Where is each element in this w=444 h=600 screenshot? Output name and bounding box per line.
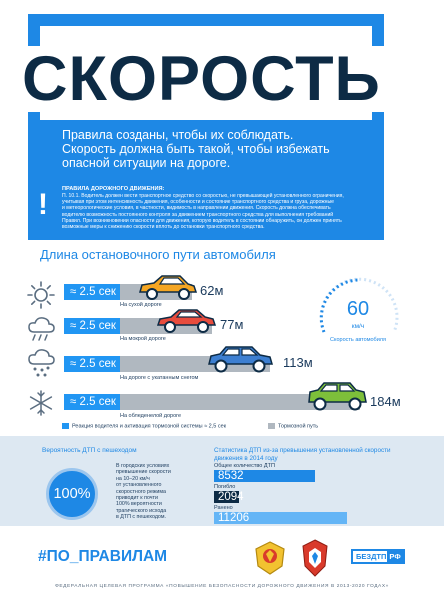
legend-label: Тормозной путь — [278, 423, 319, 430]
stopping-distance: 77м — [220, 317, 244, 332]
subtitle — [62, 128, 362, 170]
exclamation-icon: ! — [38, 188, 48, 221]
rules-line: водителю возможность постоянного контроля за движением транспортного средства для выполнения требований — [62, 211, 334, 218]
legend-braking — [268, 423, 318, 429]
road-condition-label: На мокрой дороге — [120, 336, 166, 342]
traffic-police-emblem-icon — [252, 540, 288, 576]
road-condition-label: На дороге с укатанным снегом — [120, 375, 199, 381]
snowflake-icon — [26, 388, 56, 418]
rules-line: Правил. При возникновении опасности для движения, которую водитель в состоянии обнаружить, он должен принять — [62, 217, 342, 224]
legend-swatch — [268, 423, 275, 429]
orange-car — [136, 274, 198, 302]
rules-line: возможные меры к снижению скорости вплоть до остановки транспортного средства. — [62, 224, 265, 231]
page-title: СКОРОСТЬ — [16, 46, 387, 112]
police-emblem-icon — [300, 538, 330, 578]
snow-cloud-icon — [26, 348, 56, 378]
rules-text — [62, 193, 380, 230]
reaction-time-bar: ≈ 2.5 сек — [64, 356, 120, 372]
legend-swatch — [62, 423, 69, 429]
stat-bar-total: 8532 — [214, 470, 315, 482]
stat-bar-injured: 11206 — [214, 512, 347, 524]
probability-percent: 100% — [46, 468, 98, 520]
probability-line: 100% вероятности — [116, 501, 162, 508]
probability-line: В городских условиях — [116, 463, 170, 469]
road-condition-label: На обледенелой дороге — [120, 413, 182, 419]
stopping-distance: 62м — [200, 283, 224, 298]
stat-label: Ранено — [214, 505, 233, 511]
probability-title: Вероятность ДТП с пешеходом — [42, 447, 137, 454]
legend-label: Реакция водителя и активация тормозной системы ≈ 2,5 сек — [72, 423, 227, 430]
stat-label: Общее количество ДТП — [214, 463, 275, 469]
section-title: Длина остановочного пути автомобиля — [40, 247, 276, 262]
rules-line: П. 10.1. Водитель должен вести транспортное средство со скоростью, не превышающей установленного ограничения, — [62, 193, 344, 199]
probability-line: на 10–20 км/ч — [116, 475, 150, 482]
probability-line: в ДТП с пешеходом. — [116, 514, 166, 521]
green-car — [306, 380, 368, 412]
hashtag: #ПО_ПРАВИЛАМ — [38, 548, 168, 565]
speed-caption: Скорость автомобиля — [330, 337, 386, 343]
rules-line: учитывая при этом интенсивность движения, особенности и состояние транспортного средства и груза, дорожные — [62, 199, 334, 206]
stopping-distance: 113м — [283, 355, 313, 370]
reaction-time-bar: ≈ 2.5 сек — [64, 318, 120, 334]
bezdtp-logo — [351, 549, 405, 564]
stat-label: Погибло — [214, 484, 236, 490]
blue-car — [206, 344, 274, 374]
statistics-title: Статистика ДТП из-за превышения установленной скорости движения в 2014 году — [214, 447, 391, 462]
subtitle-line: Скорость должна быть такой, чтобы избежать — [62, 142, 330, 156]
probability-line: превышение скорости — [116, 469, 171, 476]
probability-text — [116, 463, 198, 521]
program-caption: ФЕДЕРАЛЬНАЯ ЦЕЛЕВАЯ ПРОГРАММА «ПОВЫШЕНИЕ БЕЗОПАСНОСТИ ДОРОЖНОГО ДВИЖЕНИЯ В 2013-2020 ГОДАХ» — [55, 584, 389, 589]
rules-heading: ПРАВИЛА ДОРОЖНОГО ДВИЖЕНИЯ: — [62, 186, 165, 192]
speed-value: 60 — [346, 298, 370, 320]
rain-cloud-icon — [26, 314, 56, 344]
subtitle-line: опасной ситуации на дороге. — [62, 156, 231, 170]
red-car — [155, 307, 217, 335]
rules-line: и метеорологические условия, в частности, видимость в направлении движения. Скорость должна обеспечивать — [62, 205, 331, 212]
reaction-time-bar: ≈ 2.5 сек — [64, 394, 120, 410]
sun-icon — [26, 280, 56, 310]
stopping-distance: 184м — [370, 394, 401, 409]
reaction-time-bar: ≈ 2.5 сек — [64, 284, 120, 300]
speed-unit: км/ч — [351, 323, 365, 330]
legend-reaction — [62, 423, 226, 429]
bezdtp-text: БЕЗДТП — [356, 552, 387, 561]
bezdtp-rf: РФ — [389, 552, 401, 561]
road-condition-label: На сухой дороге — [120, 302, 162, 308]
probability-line: трагического исхода — [116, 507, 167, 514]
probability-line: скоростного режима — [116, 488, 166, 495]
probability-line: приводит к почти — [116, 495, 158, 502]
subtitle-line: Правила созданы, чтобы их соблюдать. — [62, 128, 294, 142]
probability-line: от установленного — [116, 482, 162, 489]
stat-bar-killed: 2094 — [214, 491, 239, 503]
